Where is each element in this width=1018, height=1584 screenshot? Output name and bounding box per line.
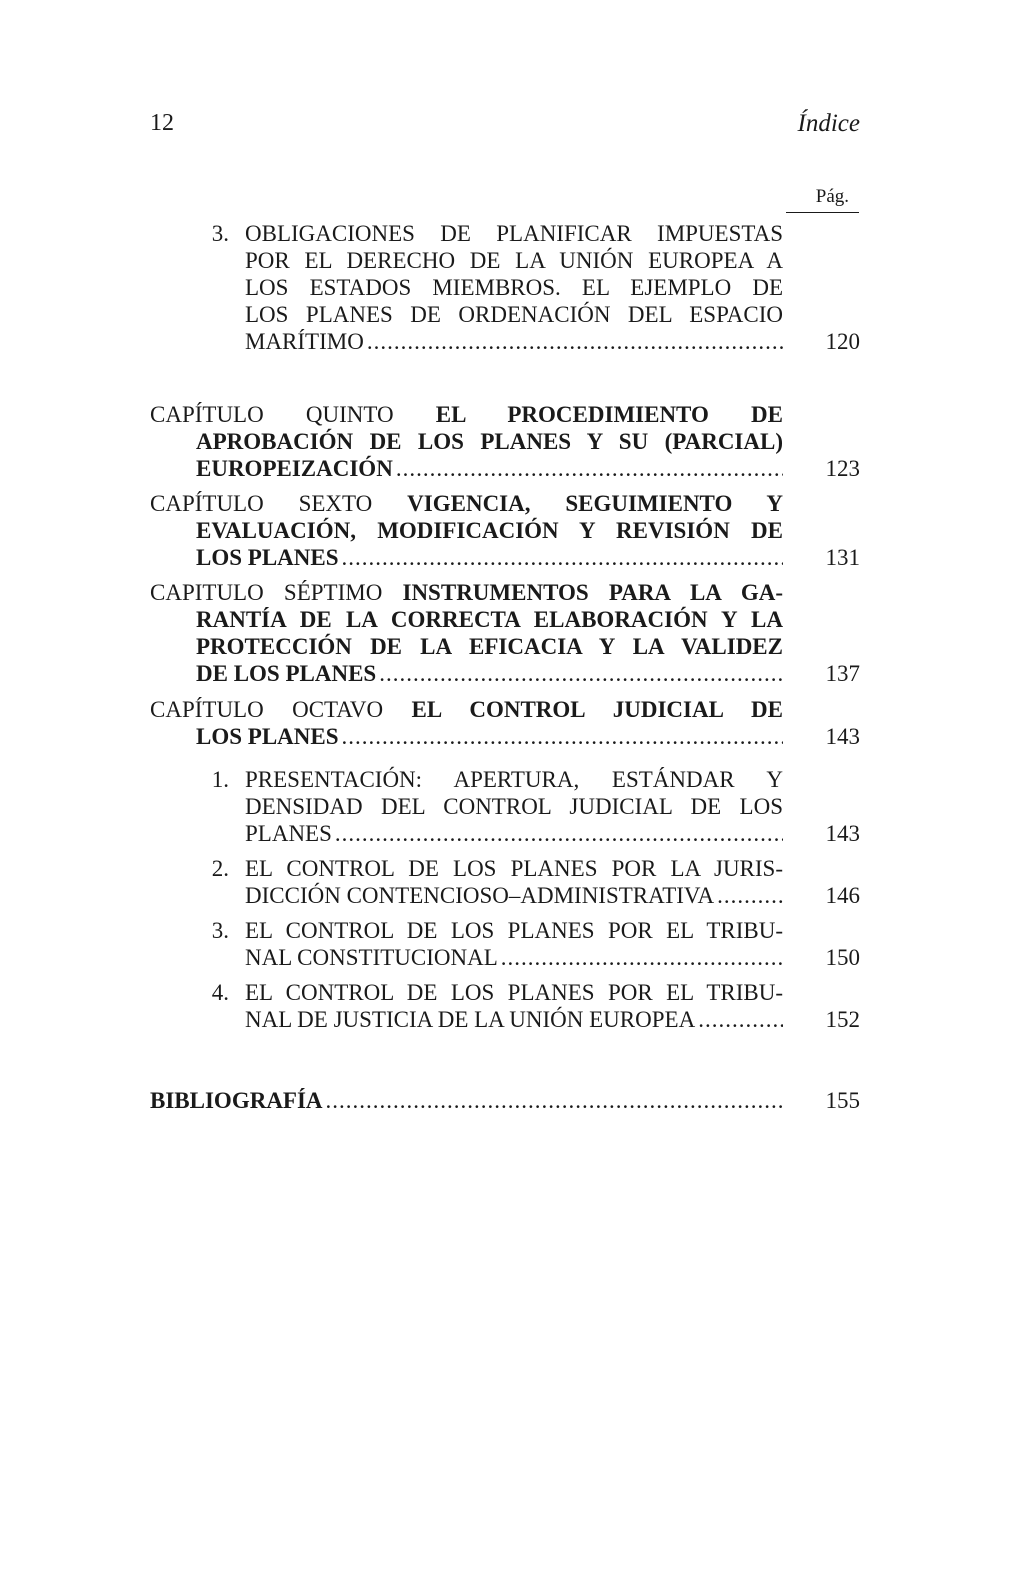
entry-number: 3. bbox=[211, 221, 229, 246]
chapter-title: EL CONTROL JUDICIAL DE bbox=[411, 697, 783, 722]
entry-page: 123 bbox=[825, 456, 860, 481]
entry-page: 152 bbox=[825, 1007, 860, 1032]
entry-page: 150 bbox=[825, 945, 860, 970]
chapter-title: INSTRUMENTOS PARA LA GA- bbox=[402, 580, 783, 605]
entry-line: DICCIÓN CONTENCIOSO–ADMINISTRATIVA bbox=[245, 883, 715, 908]
chapter-heading-line bbox=[150, 579, 783, 606]
chapter-title: VIGENCIA, SEGUIMIENTO Y bbox=[407, 491, 784, 516]
dot-leader bbox=[379, 660, 783, 687]
entry-line: EL CONTROL DE LOS PLANES POR EL TRIBU- bbox=[245, 980, 783, 1005]
entry-page: 137 bbox=[825, 661, 860, 686]
entry-number: 2. bbox=[211, 856, 229, 881]
entry-line: EL CONTROL DE LOS PLANES POR EL TRIBU- bbox=[245, 918, 783, 943]
chapter-title: EUROPEIZACIÓN bbox=[196, 456, 393, 481]
entry-page: 143 bbox=[825, 724, 860, 749]
entry-line: OBLIGACIONES DE PLANIFICAR IMPUESTAS bbox=[245, 221, 783, 246]
dot-leader bbox=[717, 882, 783, 909]
entry-line: LOS PLANES DE ORDENACIÓN DEL ESPACIO bbox=[245, 302, 783, 327]
entry-line: MARÍTIMO bbox=[245, 329, 364, 354]
chapter-heading-line bbox=[150, 696, 783, 723]
dot-leader bbox=[326, 1087, 783, 1114]
entry-line: NAL DE JUSTICIA DE LA UNIÓN EUROPEA bbox=[245, 1007, 696, 1032]
chapter-title: EVALUACIÓN, MODIFICACIÓN Y REVISIÓN DE bbox=[196, 518, 783, 543]
dot-leader bbox=[367, 328, 783, 355]
chapter-title: LOS PLANES bbox=[196, 724, 339, 749]
entry-page: 146 bbox=[825, 883, 860, 908]
dot-leader bbox=[342, 723, 783, 750]
entry-page: 131 bbox=[825, 545, 860, 570]
bibliography-label: BIBLIOGRAFÍA bbox=[150, 1088, 323, 1113]
entry-number: 4. bbox=[211, 980, 229, 1005]
entry-line: POR EL DERECHO DE LA UNIÓN EUROPEA A bbox=[245, 248, 783, 273]
dot-leader bbox=[698, 1006, 783, 1033]
chapter-title: EL PROCEDIMIENTO DE bbox=[435, 402, 783, 427]
dot-leader bbox=[342, 544, 783, 571]
entry-number: 1. bbox=[211, 767, 229, 792]
entry-page: 120 bbox=[825, 329, 860, 354]
entry-line: LOS ESTADOS MIEMBROS. EL EJEMPLO DE bbox=[245, 275, 783, 300]
entry-line: DENSIDAD DEL CONTROL JUDICIAL DE LOS bbox=[245, 794, 783, 819]
chapter-title: PROTECCIÓN DE LA EFICACIA Y LA VALIDEZ bbox=[196, 634, 783, 659]
chapter-title: LOS PLANES bbox=[196, 545, 339, 570]
entry-page: 155 bbox=[825, 1088, 860, 1113]
chapter-title: DE LOS PLANES bbox=[196, 661, 377, 686]
entry-number: 3. bbox=[211, 918, 229, 943]
entry-line: NAL CONSTITUCIONAL bbox=[245, 945, 498, 970]
dot-leader bbox=[396, 455, 783, 482]
chapter-title: RANTÍA DE LA CORRECTA ELABORACIÓN Y LA bbox=[196, 607, 783, 632]
page-number: 12 bbox=[150, 110, 174, 136]
chapter-heading-line bbox=[150, 401, 783, 428]
chapter-heading-line bbox=[150, 490, 783, 517]
entry-line: PLANES bbox=[245, 821, 332, 846]
chapter-label: CAPITULO SÉPTIMO bbox=[150, 580, 383, 605]
chapter-label: CAPÍTULO QUINTO bbox=[150, 402, 394, 427]
dot-leader bbox=[335, 820, 783, 847]
entry-line: PRESENTACIÓN: APERTURA, ESTÁNDAR Y bbox=[245, 767, 783, 792]
entry-line: EL CONTROL DE LOS PLANES POR LA JURIS- bbox=[245, 856, 783, 881]
chapter-title: APROBACIÓN DE LOS PLANES Y SU (PARCIAL) bbox=[196, 429, 783, 454]
chapter-label: CAPÍTULO OCTAVO bbox=[150, 697, 384, 722]
dot-leader bbox=[501, 944, 783, 971]
chapter-label: CAPÍTULO SEXTO bbox=[150, 491, 373, 516]
entry-page: 143 bbox=[825, 821, 860, 846]
pag-column-label: Pág. bbox=[786, 186, 859, 213]
running-title: Índice bbox=[797, 110, 860, 137]
